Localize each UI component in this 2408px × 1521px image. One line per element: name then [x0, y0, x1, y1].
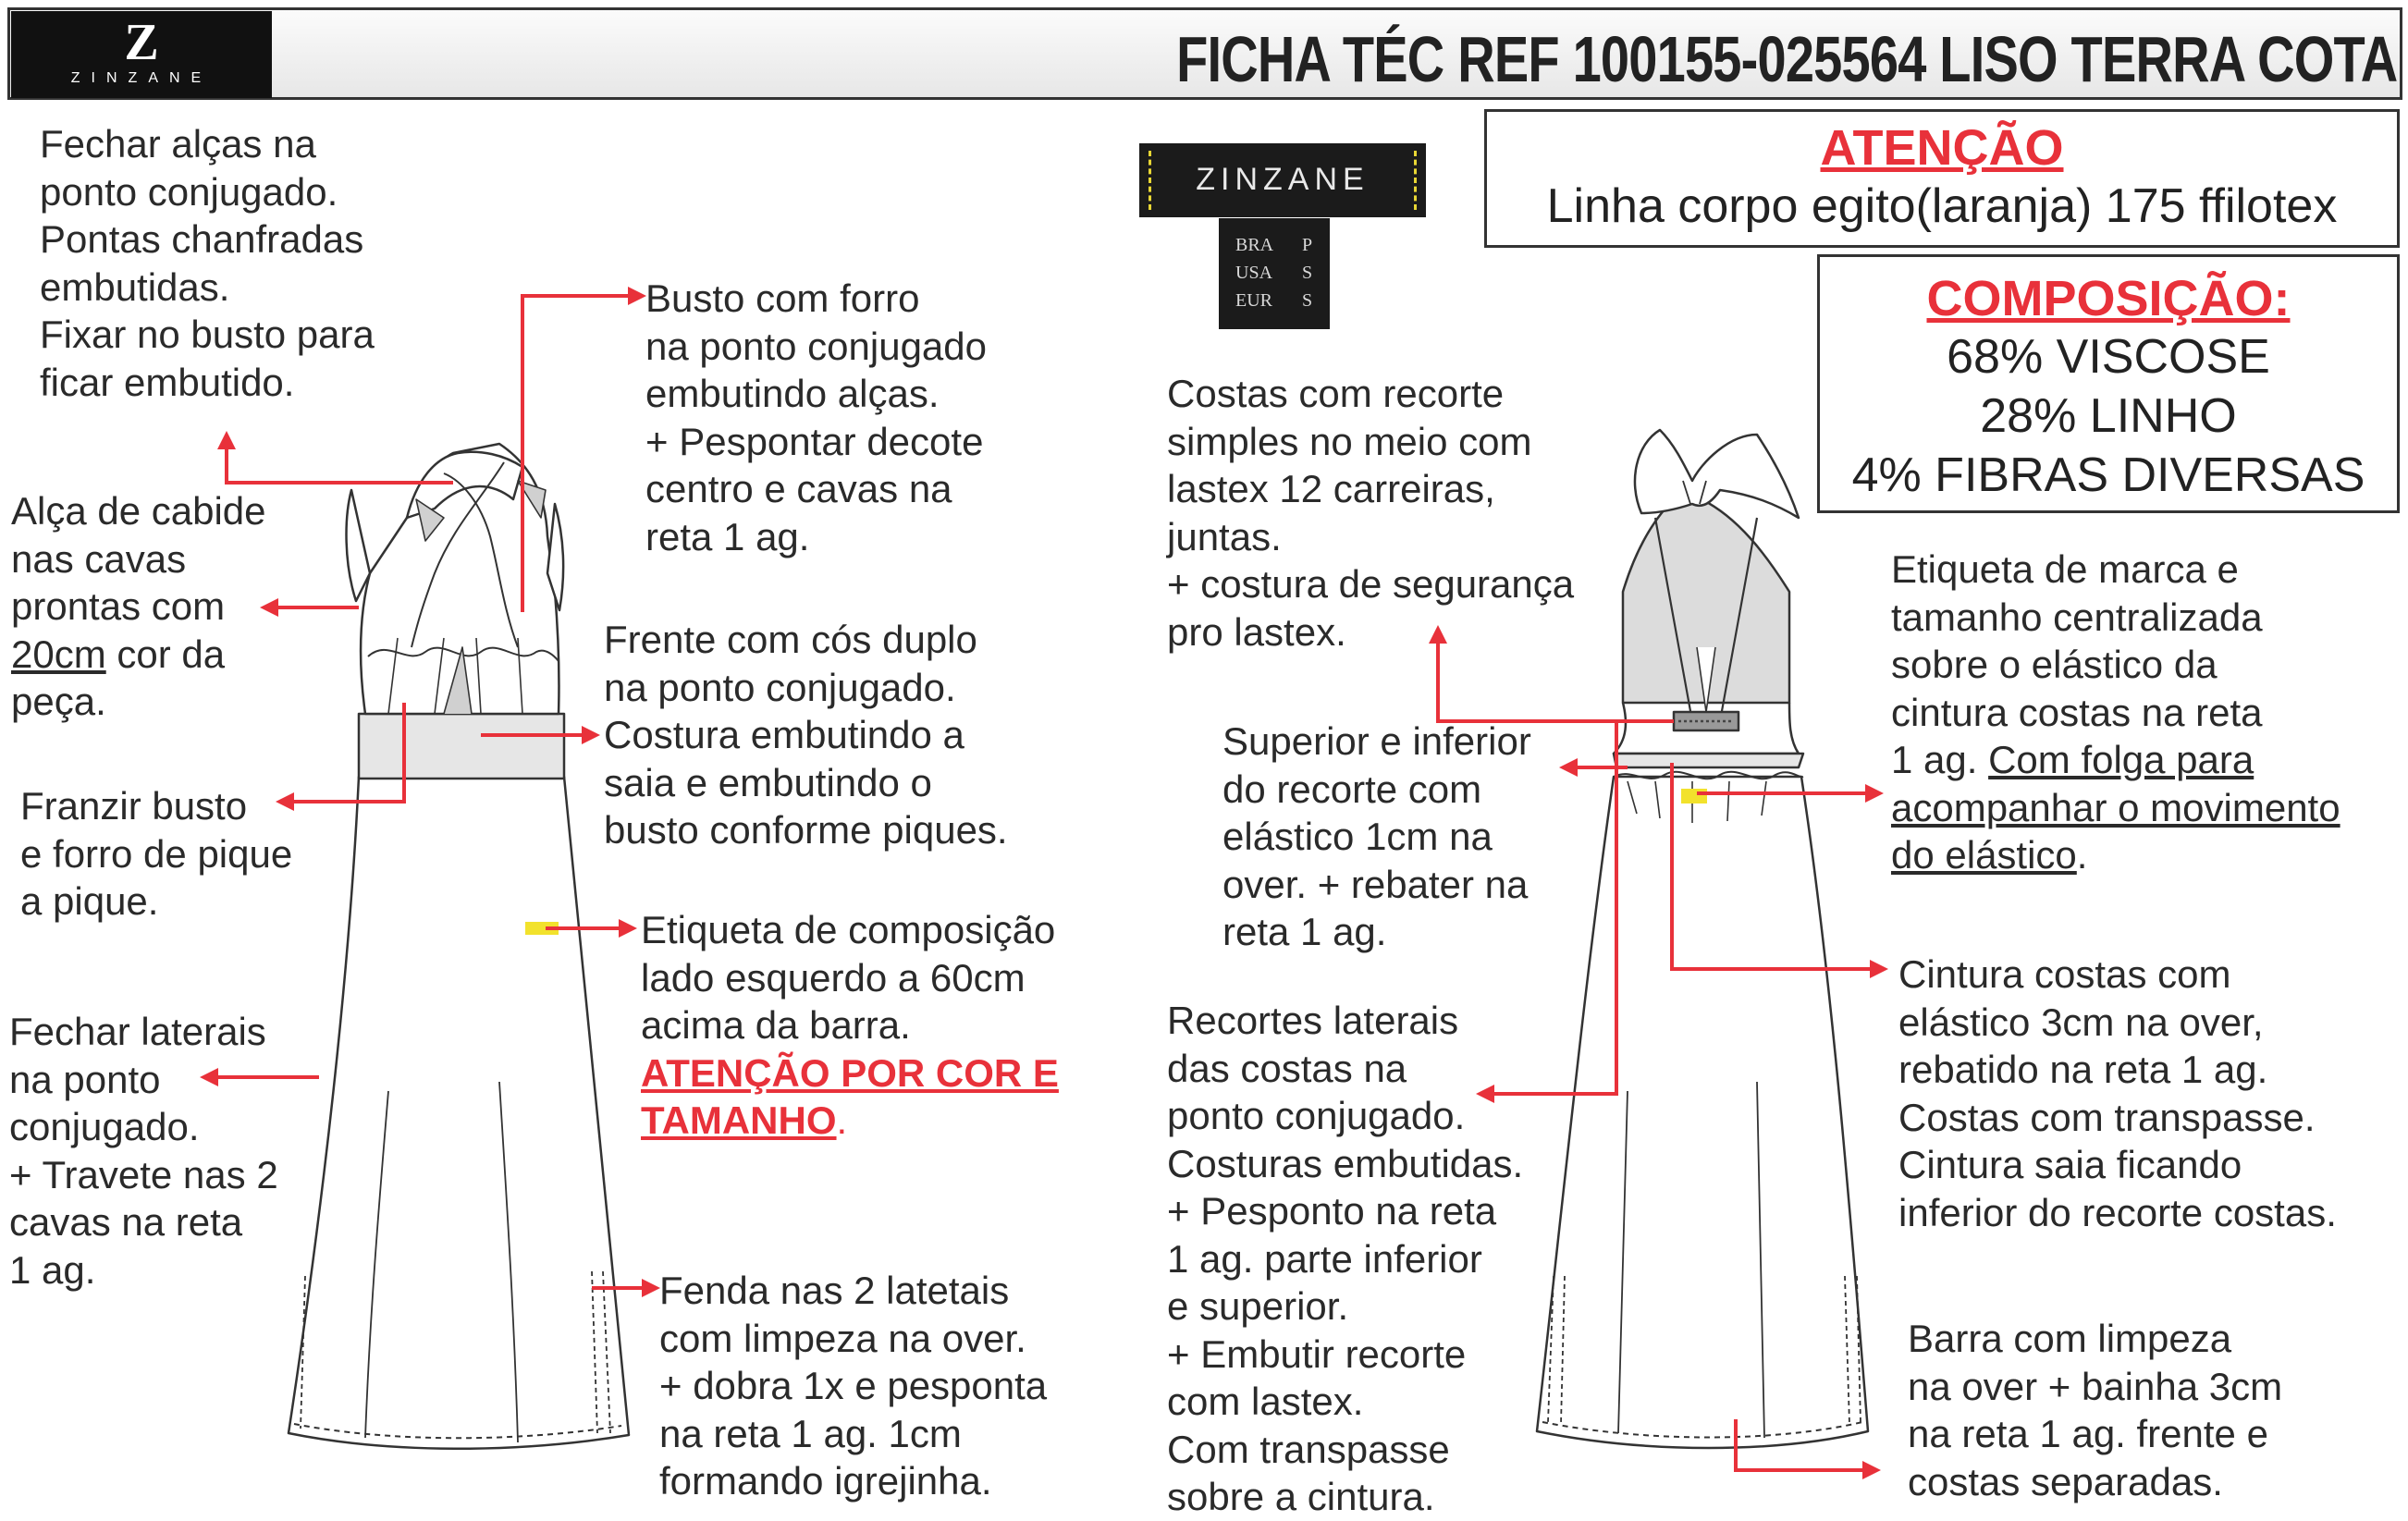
note-fechar-laterais: Fechar laterais na ponto conjugado. + Travete nas 2 cavas na reta 1 ag. [9, 1010, 278, 1292]
composition-title: COMPOSIÇÃO: [1926, 271, 2291, 326]
size-row: EUR S [1235, 290, 1313, 311]
brand-label-text: ZINZANE [1196, 162, 1370, 197]
composition-line: 4% FIBRAS DIVERSAS [1851, 448, 2365, 502]
composition-box [1817, 254, 2400, 513]
size-tag [1219, 218, 1330, 329]
front-dress-sketch [289, 444, 629, 1449]
logo-text: ZINZANE [70, 70, 213, 86]
page-title: FICHA TÉC REF 100155-025564 LISO TERRA COTA [1175, 23, 2397, 95]
composition-line: 68% VISCOSE [1947, 330, 2270, 384]
arrow-fechar-alcas [227, 435, 453, 483]
note-cintura-costas: Cintura costas com elástico 3cm na over, rebatido na reta 1 ag. Costas com transpasse. Cintura saia ficando inferior do recorte costas. [1898, 952, 2337, 1234]
note-barra: Barra com limpeza na over + bainha 3cm na reta 1 ag. frente e costas separadas. [1908, 1317, 2283, 1503]
note-superior-inferior: Superior e inferior do recorte com elástico 1cm na over. + rebater na reta 1 ag. [1222, 719, 1531, 953]
logo-mark: Z [124, 14, 159, 71]
composition-line: 28% LINHO [1980, 389, 2237, 443]
note-recortes-laterais: Recortes laterais das costas na ponto conjugado. Costuras embutidas. + Pesponto na reta 1 ag. parte inferior e superior. + Embutir recorte com lastex. Com transpasse sobre a cintura. [1167, 999, 1524, 1518]
size-row: USA S [1235, 263, 1313, 283]
size-row: BRA P [1235, 235, 1313, 255]
note-alca-cabide: Alça de cabide nas cavas prontas com 20cm cor da peça. [11, 489, 266, 723]
attention-box [1484, 109, 2400, 248]
note-frente-cos: Frente com cós duplo na ponto conjugado. Costura embutindo a saia e embutindo o busto conforme piques. [604, 618, 1008, 852]
attention-cor-tamanho: ATENÇÃO POR COR E TAMANHO [641, 1050, 1059, 1142]
note-franzir-busto: Franzir busto e forro de pique a pique. [20, 784, 293, 923]
attention-title: ATENÇÃO [1820, 120, 2064, 176]
back-dress-sketch [1537, 430, 1868, 1448]
note-costas-recorte: Costas com recorte simples no meio com lastex 12 carreiras, juntas. + costura de segurança pro lastex. [1167, 372, 1575, 654]
note-etiqueta-composicao: Etiqueta de composição lado esquerdo a 60cm acima da barra. ATENÇÃO POR COR E TAMANHO. [641, 908, 1059, 1142]
note-fenda: Fenda nas 2 latetais com limpeza na over. + dobra 1x e pesponta na reta 1 ag. 1cm formando igrejinha. [659, 1269, 1048, 1503]
brand-label [1139, 143, 1426, 217]
attention-line: Linha corpo egito(laranja) 175 ffilotex [1546, 179, 2338, 233]
brand-label-marker [1681, 789, 1707, 803]
note-fechar-alcas: Fechar alças na ponto conjugado. Pontas chanfradas embutidas. Fixar no busto para ficar embutido. [40, 122, 375, 404]
note-etiqueta-marca: Etiqueta de marca e tamanho centralizada sobre o elástico da cintura costas na reta 1 ag. Com folga para acompanhar o movimento do elástico. [1891, 547, 2340, 877]
note-busto-forro: Busto com forro na ponto conjugado embutindo alças. + Pespontar decote centro e cavas na reta 1 ag. [645, 276, 987, 558]
